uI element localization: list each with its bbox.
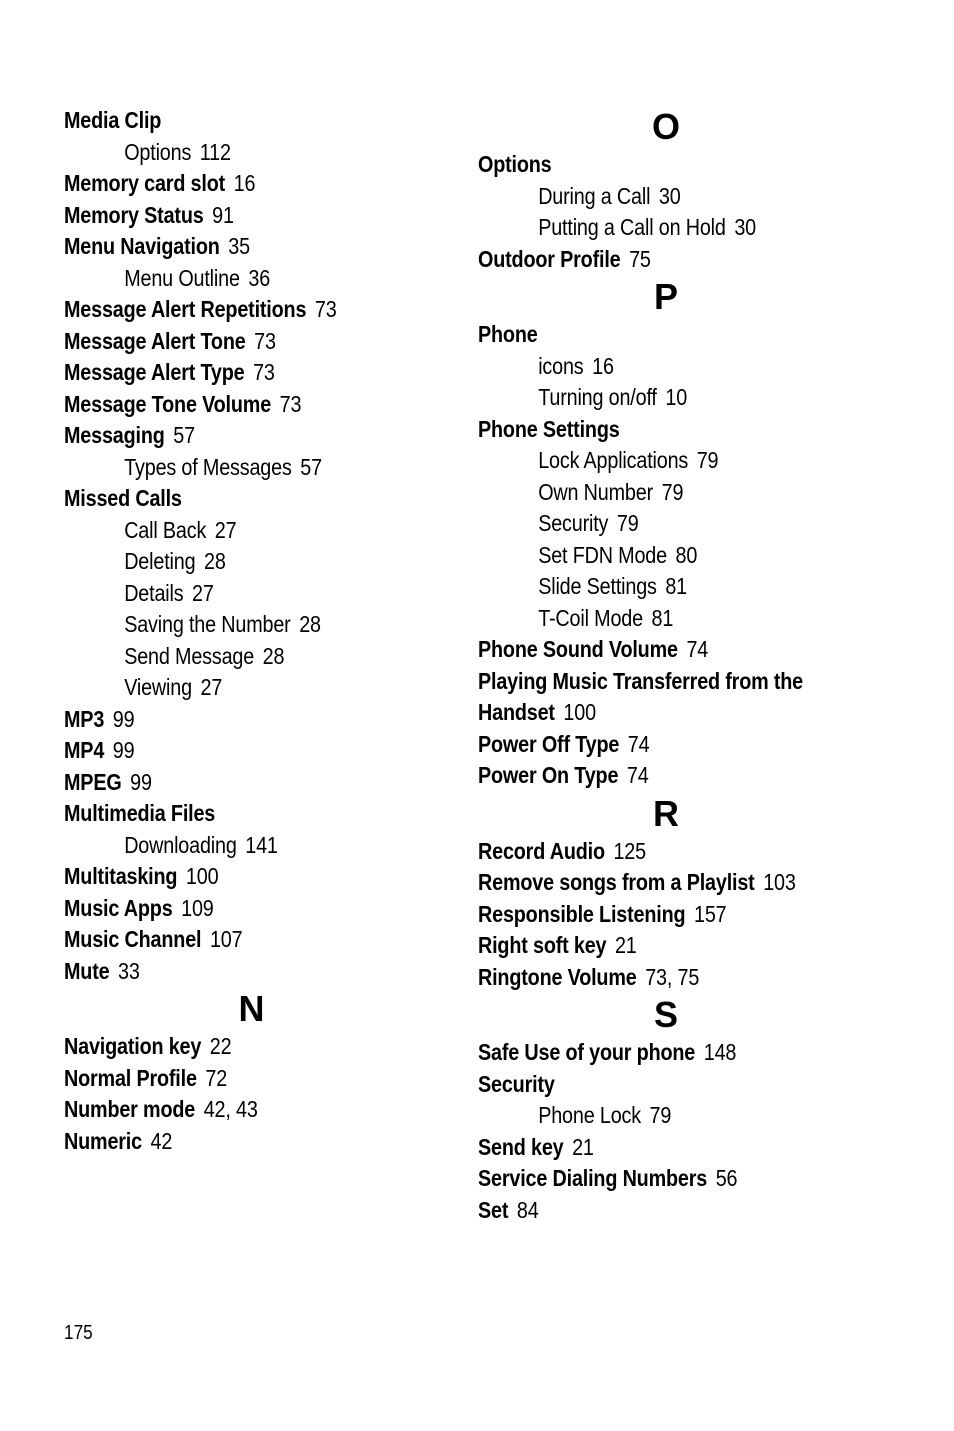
index-page-ref: 73 xyxy=(254,327,276,354)
index-term: Playing Music Transferred from the xyxy=(478,667,804,694)
index-entry xyxy=(478,666,839,698)
index-term: Music Apps xyxy=(64,894,173,921)
index-entry xyxy=(478,962,839,994)
index-page-ref: 21 xyxy=(614,932,637,958)
index-term: Responsible Listening xyxy=(478,900,686,927)
index-page-ref: 57 xyxy=(300,453,322,480)
index-term: Turning on/off xyxy=(538,384,657,410)
index-term: Phone Sound Volume xyxy=(478,636,678,662)
index-page-ref: 73 xyxy=(253,359,275,385)
index-entry xyxy=(64,735,391,767)
index-entry xyxy=(478,1069,839,1101)
index-subentry xyxy=(64,641,391,673)
index-term: Set xyxy=(478,1196,509,1223)
index-page-ref: 22 xyxy=(209,1033,232,1059)
index-page-ref: 74 xyxy=(686,636,709,662)
index-term: Phone Lock xyxy=(538,1102,641,1128)
index-term: Menu Navigation xyxy=(64,233,220,259)
index-term: During a Call xyxy=(538,182,651,209)
index-term: Options xyxy=(478,151,552,177)
index-entry xyxy=(478,867,839,899)
index-page-ref: 73 xyxy=(279,390,302,417)
index-page-ref: 16 xyxy=(233,170,256,196)
index-entry xyxy=(64,1063,391,1095)
index-term: Outdoor Profile xyxy=(478,245,621,272)
index-page-ref: 109 xyxy=(181,894,214,921)
index-subentry xyxy=(478,351,839,383)
index-page-ref: 107 xyxy=(209,926,243,952)
index-page-ref: 35 xyxy=(228,233,250,259)
index-subentry xyxy=(64,546,391,578)
index-entry xyxy=(64,704,391,736)
index-term: Right soft key xyxy=(478,932,607,958)
index-term: Memory Status xyxy=(64,201,204,228)
index-term: MP3 xyxy=(64,705,105,732)
index-term: Lock Applications xyxy=(538,447,689,473)
index-page-ref: 91 xyxy=(212,201,234,228)
index-entry xyxy=(64,483,391,515)
index-entry xyxy=(64,231,391,263)
index-page-ref: 99 xyxy=(112,705,135,732)
index-term: Message Tone Volume xyxy=(64,390,272,417)
index-entry xyxy=(64,420,391,452)
index-page-ref: 99 xyxy=(112,737,135,763)
index-entry xyxy=(478,899,839,931)
index-subentry xyxy=(478,540,839,572)
section-letter-heading: P xyxy=(653,276,678,317)
index-page-ref: 148 xyxy=(703,1039,737,1065)
index-term: Call Back xyxy=(124,516,207,543)
index-entry xyxy=(478,729,839,761)
index-entry xyxy=(478,697,839,729)
index-entry xyxy=(64,1031,391,1063)
index-page-ref: 28 xyxy=(299,611,321,637)
index-entry xyxy=(478,1163,839,1195)
index-entry xyxy=(64,168,391,200)
index-subentry xyxy=(478,181,839,213)
index-page-ref: 79 xyxy=(649,1102,672,1128)
index-subentry xyxy=(64,515,391,547)
index-page-ref: 112 xyxy=(199,138,231,165)
index-subentry xyxy=(478,603,839,635)
index-entry xyxy=(478,760,839,792)
index-page-ref: 74 xyxy=(626,762,649,788)
index-term: Security xyxy=(478,1070,555,1097)
index-term: Ringtone Volume xyxy=(478,963,637,990)
index-term: Safe Use of your phone xyxy=(478,1039,696,1065)
index-term: Remove songs from a Playlist xyxy=(478,869,755,895)
index-subentry xyxy=(478,445,839,477)
index-term: Viewing xyxy=(124,674,192,700)
index-term: Putting a Call on Hold xyxy=(538,214,726,240)
index-page-ref: 27 xyxy=(200,674,223,700)
index-term: Types of Messages xyxy=(124,453,292,480)
index-entry xyxy=(478,1132,839,1164)
index-term: Navigation key xyxy=(64,1033,202,1059)
index-subentry xyxy=(478,1100,839,1132)
index-entry xyxy=(478,836,839,868)
index-subentry xyxy=(64,452,391,484)
index-term: Normal Profile xyxy=(64,1064,197,1091)
index-subentry xyxy=(478,508,839,540)
index-term: Media Clip xyxy=(64,107,162,133)
index-term: Slide Settings xyxy=(538,573,657,599)
index-page-ref: 57 xyxy=(173,422,195,448)
index-page-ref: 33 xyxy=(118,957,140,984)
index-subentry xyxy=(64,263,391,295)
index-term: Details xyxy=(124,579,184,606)
index-page-ref: 75 xyxy=(629,245,651,272)
index-subentry xyxy=(478,477,839,509)
index-term: Message Alert Repetitions xyxy=(64,296,307,322)
index-entry xyxy=(478,1037,839,1069)
index-column-left xyxy=(64,105,444,1157)
index-term: Downloading xyxy=(124,831,237,858)
index-term: Saving the Number xyxy=(124,611,291,637)
index-entry xyxy=(478,930,839,962)
index-term: icons xyxy=(538,352,584,379)
section-letter-heading: R xyxy=(653,792,679,834)
index-subentry xyxy=(478,571,839,603)
index-term: Multitasking xyxy=(64,863,178,889)
index-entry xyxy=(478,149,839,181)
index-entry xyxy=(478,244,839,276)
index-entry xyxy=(64,105,391,137)
section-letter-heading: N xyxy=(238,988,265,1029)
index-term: Record Audio xyxy=(478,837,605,864)
index-page-ref: 27 xyxy=(214,516,237,543)
index-term: Message Alert Tone xyxy=(64,327,246,354)
index-term: MP4 xyxy=(64,737,105,763)
index-entry xyxy=(478,634,839,666)
index-term: Music Channel xyxy=(64,926,202,952)
index-page-ref: 42, 43 xyxy=(203,1096,258,1122)
index-page-ref: 21 xyxy=(572,1133,594,1160)
index-entry xyxy=(64,893,391,925)
section-letter-heading: O xyxy=(651,106,680,147)
index-subentry xyxy=(478,382,839,414)
index-entry xyxy=(64,200,391,232)
index-page-ref: 42 xyxy=(150,1127,173,1154)
section-letter-heading: S xyxy=(653,994,678,1035)
index-page-ref: 73, 75 xyxy=(645,963,700,990)
index-entry xyxy=(64,357,391,389)
index-page-ref: 28 xyxy=(204,548,226,574)
index-term: Security xyxy=(538,510,609,536)
index-term: MPEG xyxy=(64,768,122,795)
index-subentry xyxy=(64,609,391,641)
index-column-right xyxy=(478,105,898,1226)
index-page-ref: 30 xyxy=(734,214,757,240)
index-entry xyxy=(64,767,391,799)
index-page-ref: 16 xyxy=(592,352,614,379)
index-term: Set FDN Mode xyxy=(538,541,667,568)
index-term: Handset xyxy=(478,699,555,725)
index-page-ref: 79 xyxy=(661,478,684,505)
index-page-ref: 10 xyxy=(665,384,688,410)
index-term: Multimedia Files xyxy=(64,800,216,826)
index-subentry xyxy=(64,578,391,610)
index-entry xyxy=(478,414,839,446)
index-page-ref: 103 xyxy=(763,869,796,895)
index-term: Message Alert Type xyxy=(64,359,245,385)
index-entry xyxy=(64,294,391,326)
index-page-ref: 157 xyxy=(694,900,727,927)
index-entry xyxy=(64,924,391,956)
page-number: 175 xyxy=(64,1322,93,1344)
index-page-ref: 141 xyxy=(245,831,278,858)
index-page-ref: 81 xyxy=(651,604,674,631)
index-page-ref: 81 xyxy=(665,573,688,599)
index-page-ref: 99 xyxy=(130,768,152,795)
index-term: Power On Type xyxy=(478,762,619,788)
index-entry xyxy=(64,861,391,893)
index-page-ref: 79 xyxy=(616,510,639,536)
index-page-ref: 80 xyxy=(675,541,698,568)
index-entry xyxy=(478,319,839,351)
index-term: Send key xyxy=(478,1133,564,1160)
index-term: Mute xyxy=(64,957,110,984)
index-page-ref: 100 xyxy=(563,699,596,725)
index-page-ref: 100 xyxy=(185,863,219,889)
index-page-ref: 56 xyxy=(715,1165,738,1191)
index-term: Phone xyxy=(478,321,538,347)
index-term: Options xyxy=(124,138,192,165)
index-page-ref: 125 xyxy=(613,837,646,864)
index-subentry xyxy=(64,672,391,704)
index-page-ref: 72 xyxy=(205,1064,228,1091)
index-term: Memory card slot xyxy=(64,170,226,196)
index-term: Missed Calls xyxy=(64,485,182,511)
index-entry xyxy=(64,956,391,988)
index-term: Service Dialing Numbers xyxy=(478,1165,708,1191)
index-page-ref: 74 xyxy=(627,730,650,757)
index-term: Deleting xyxy=(124,548,196,574)
index-page-ref: 84 xyxy=(516,1196,539,1223)
index-page-ref: 36 xyxy=(248,264,271,291)
index-entry xyxy=(64,326,391,358)
index-term: Number mode xyxy=(64,1096,196,1122)
index-term: Phone Settings xyxy=(478,415,620,442)
index-entry xyxy=(478,1195,839,1227)
index-entry xyxy=(64,1126,391,1158)
index-subentry xyxy=(64,137,391,169)
index-subentry xyxy=(64,830,391,862)
index-term: Send Message xyxy=(124,642,255,669)
index-page-ref: 79 xyxy=(696,447,719,473)
index-term: Power Off Type xyxy=(478,730,620,757)
index-subentry xyxy=(478,212,839,244)
index-term: Messaging xyxy=(64,422,165,448)
index-entry xyxy=(64,389,391,421)
index-page-ref: 28 xyxy=(262,642,285,669)
index-term: Own Number xyxy=(538,478,654,505)
index-page-ref: 27 xyxy=(192,579,214,606)
index-entry xyxy=(64,798,391,830)
index-term: Numeric xyxy=(64,1127,142,1154)
index-term: T-Coil Mode xyxy=(538,604,643,631)
index-page-ref: 73 xyxy=(314,296,337,322)
index-term: Menu Outline xyxy=(124,264,240,291)
index-page-ref: 30 xyxy=(658,182,681,209)
index-entry xyxy=(64,1094,391,1126)
